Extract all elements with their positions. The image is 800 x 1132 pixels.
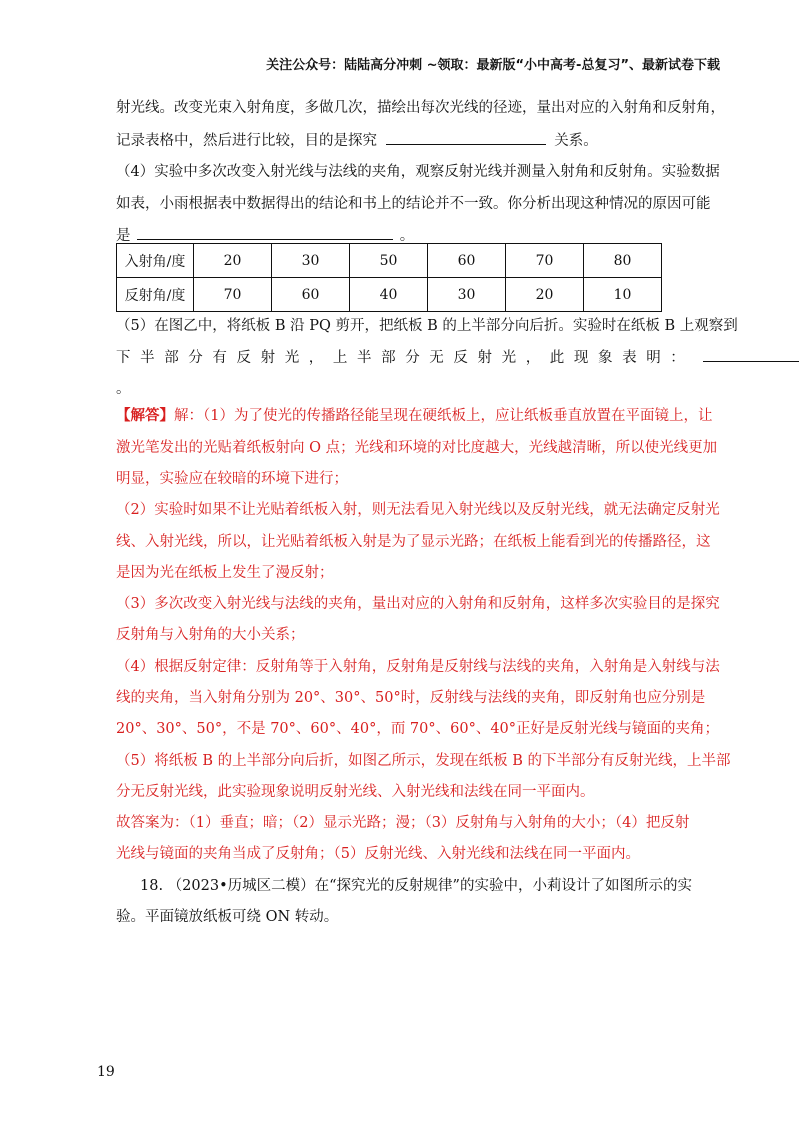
table-cell: 70 xyxy=(194,278,272,312)
answer-line: 反射角与入射角的大小关系； xyxy=(116,627,305,643)
q4-line-3-end: 。 xyxy=(399,228,415,244)
q5-line-2 xyxy=(116,346,799,367)
answer-blank xyxy=(703,349,799,362)
table-header-cell: 入射角/度 xyxy=(117,244,194,278)
answer-line: 20°、30°、50°，不是 70°、60°、40°，而 70°、60°、40°正好是反射光线与镜面的夹角； xyxy=(116,721,720,737)
q3-line-2-text: 记录表格中，然后进行比较，目的是探究 xyxy=(116,133,377,149)
answer-blank xyxy=(386,132,546,145)
answer-tag: 【解答】 xyxy=(116,407,174,424)
answer-line: （3）多次改变入射光线与法线的夹角，量出对应的入射角和反射角，这样多次实验目的是探究 xyxy=(116,596,720,612)
q3-line-1: 射光线。改变光束入射角度，多做几次，描绘出每次光线的径迹，量出对应的入射角和反射角， xyxy=(116,100,725,116)
q18-line-2: 验。平面镜放纸板可绕 ON 转动。 xyxy=(116,909,339,925)
q4-line-3 xyxy=(116,224,414,245)
table-cell: 80 xyxy=(584,244,662,278)
q4-line-3-text: 是 xyxy=(116,228,131,244)
answer-line: 分无反射光线，此实验现象说明反射光线、入射光线和法线在同一平面内。 xyxy=(116,784,595,800)
answer-line: 光线与镜面的夹角当成了反射角；（5）反射光线、入射光线和法线在同一平面内。 xyxy=(116,846,640,862)
table-row xyxy=(117,244,662,278)
q3-line-2-end: 关系。 xyxy=(554,133,598,149)
q5-line-3: 。 xyxy=(116,381,131,397)
q4-line-1: （4）实验中多次改变入射光线与法线的夹角，观察反射光线并测量入射角和反射角。实验数据 xyxy=(116,164,720,180)
q5-line-2-text: 下半部分有反射光，上半部分无反射光，此现象表明： xyxy=(116,350,695,366)
page-header: 关注公众号：陆陆高分冲刺 ~领取：最新版“小中高考-总复习”、最新试卷下载 xyxy=(266,58,720,73)
table-cell: 60 xyxy=(428,244,506,278)
table-row xyxy=(117,278,662,312)
table-cell: 30 xyxy=(428,278,506,312)
answer-line: 故答案为：（1）垂直；暗；（2）显示光路；漫；（3）反射角与入射角的大小；（4）把反射 xyxy=(116,815,690,831)
answer-line: 是因为光在纸板上发生了漫反射； xyxy=(116,565,334,581)
table-cell: 40 xyxy=(350,278,428,312)
table-header-cell: 反射角/度 xyxy=(117,278,194,312)
answer-line: 线、入射光线，所以，让光贴着纸板入射是为了显示光路；在纸板上能看到光的传播路径，这 xyxy=(116,534,711,550)
answer-line: 激光笔发出的光贴着纸板射向 O 点；光线和环境的对比度越大，光线越清晰，所以使光线更加 xyxy=(116,440,718,456)
q18-line-1: 18. （2023•历城区二模）在“探究光的反射规律”的实验中，小莉设计了如图所示的实 xyxy=(140,878,692,894)
table-cell: 10 xyxy=(584,278,662,312)
table-cell: 70 xyxy=(506,244,584,278)
q4-line-2: 如表，小雨根据表中数据得出的结论和书上的结论并不一致。你分析出现这种情况的原因可能 xyxy=(116,196,711,212)
answer-line: 线的夹角，当入射角分别为 20°、30°、50°时，反射线与法线的夹角，即反射角也应分别是 xyxy=(116,690,706,706)
answer-line: （5）将纸板 B 的上半部分向后折，如图乙所示，发现在纸板 B 的下半部分有反射光线，上半部 xyxy=(116,753,731,769)
table-cell: 60 xyxy=(272,278,350,312)
table-cell: 20 xyxy=(194,244,272,278)
page-number: 19 xyxy=(97,1064,115,1080)
table-cell: 50 xyxy=(350,244,428,278)
table-cell: 20 xyxy=(506,278,584,312)
table-cell: 30 xyxy=(272,244,350,278)
data-table xyxy=(116,243,662,312)
q5-line-1: （5）在图乙中，将纸板 B 沿 PQ 剪开，把纸板 B 的上半部分向后折。实验时在纸板 B 上观察到 xyxy=(116,318,738,334)
answer-line: （2）实验时如果不让光贴着纸板入射，则无法看见入射光线以及反射光线，就无法确定反射光 xyxy=(116,502,720,518)
answer-line xyxy=(116,404,712,425)
answer-text: 解：（1）为了使光的传播路径能呈现在硬纸板上，应让纸板垂直放置在平面镜上，让 xyxy=(174,408,713,424)
answer-blank xyxy=(137,227,393,240)
answer-line: （4）根据反射定律：反射角等于入射角，反射角是反射线与法线的夹角，入射角是入射线与法 xyxy=(116,659,720,675)
answer-line: 明显，实验应在较暗的环境下进行； xyxy=(116,471,348,487)
q3-line-2 xyxy=(116,129,598,150)
